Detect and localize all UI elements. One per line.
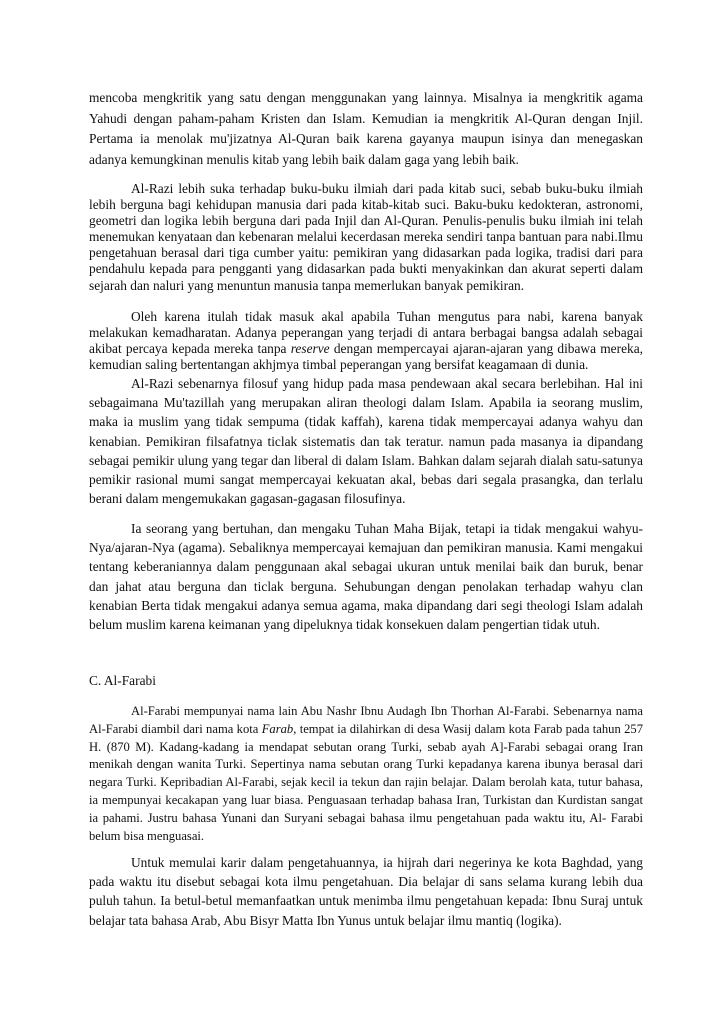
paragraph-5 xyxy=(89,519,643,634)
paragraph-5-text: Ia seorang yang bertuhan, dan mengaku Tuhan Maha Bijak, tetapi ia tidak mengakui wahyu-Nya/ajaran-Nya (agama). Sebaliknya mempercayai kemajuan dan pemikiran manusia. Kami mengakui tentang keberaniannya dalam penggunaan akal sebagai ukuran untuk menilai baik dan buruk, benar dan jahat atau berguna dan ticlak berguna. Sehubungan dengan penolakan terhadap wahyu clan kenabian Berta tidak mengakui adanya semua agama, maka dipandang dari segi theologi Islam adalah belum muslim karena keimanan yang dipeluknya tidak konsekuen dalam pengertian tidak utuh. xyxy=(89,521,643,633)
paragraph-6-text xyxy=(89,703,643,845)
paragraph-6-part-1: Al-Farabi mempunyai nama lain Abu Nashr Ibnu Audagh Ibn Thorhan Al-Farabi. Sebenarnya nama Al-Farabi diambil dari nama kota xyxy=(89,704,643,736)
paragraph-4 xyxy=(89,374,643,508)
paragraph-4-text: Al-Razi sebenarnya filosuf yang hidup pada masa pendewaan akal secara berlebihan. Hal ini sebagaimana Mu'tazillah yang merupakan aliran theologi dalam Islam. Apabila ia seorang muslim, maka ia muslim yang tidak sempuma (tidak kaffah), karena tidak mempercayai adanya wahyu dan kenabian. Pemikiran filsafatnya ticlak sistematis dan tak teratur. namun pada masanya ia dipandang sebagai pemikir ulung yang tegar dan liberal di dalam Islam. Bahkan dalam sejarah dialah satu-satunya pemikir rasional mumi sangat mempercayai kekuatan akal, bebas dari segala prasangka, dan terlalu berani dalam mengemukakan gagasan-gagasan filosufinya. xyxy=(89,376,643,507)
farab-emphasis: Farab, xyxy=(261,721,297,736)
reserve-emphasis: reserve xyxy=(290,341,330,357)
paragraph-2-text: Al-Razi lebih suka terhadap buku-buku ilmiah dari pada kitab suci, sebab buku-buku ilmiah lebih berguna bagi kehidupan manusia dari pada kitab-kitab suci. Baku-buku kedokteran, astronomi, geometri dan logika lebih berguna dari pada Injil dan Al-Quran. Penulis-penulis buku ilmiah ini telah menemukan kenyataan dan kebenaran melalui kecerdasan mereka sendiri tanpa bantuan para nabi.Ilmu pengetahuan berasal dari tiga cumber yaitu: pemikiran yang didasarkan pada logika, tradisi dari para pendahulu kepada para pengganti yang didasarkan pada bukti menyakinkan dan akurat seperti dalam sejarah dan naluri yang menuntun manusia tanpa memerlukan banyak pemikiran. xyxy=(89,181,643,293)
paragraph-3-text xyxy=(89,309,643,373)
paragraph-7-text: Untuk memulai karir dalam pengetahuannya, ia hijrah dari negerinya ke kota Baghdad, yang pada waktu itu disebut sebagai kota ilmu pengetahuan. Dia belajar di sans selama kurang lebih dua puluh tahun. Ia betul-betul memanfaatkan untuk menimba ilmu pengetahuan kepada: Ibnu Suraj untuk belajar tata bahasa Arab, Abu Bisyr Matta Ibn Yunus untuk belajar ilmu mantiq (logika). xyxy=(89,855,643,928)
paragraph-2 xyxy=(89,181,643,294)
paragraph-3-part-2: dengan mempercayai ajaran-ajaran yang dibawa mereka, kemudian saling bertentangan akhjmya timbal peperangan yang bersifat keagamaan di dunia. xyxy=(89,341,644,373)
paragraph-1 xyxy=(89,88,643,170)
paragraph-3 xyxy=(89,309,643,373)
paragraph-6 xyxy=(89,703,643,845)
paragraph-6-part-2: tempat ia dilahirkan di desa Wasij dalam kota Farab pada tahun 257 H. (870 M). Kadang-kadang ia mendapat sebutan orang Turki, sebab ayah A]-Farabi sebagai orang Iran menikah dengan wanita Turki. Sepertinya nama sebutan orang Turki kepadanya karena ibunya berasal dari negara Turki. Kepribadian Al-Farabi, sejak kecil ia tekun dan rajin belajar. Dalam berolah kata, tutur bahasa, ia mempunyai kecakapan yang luar biasa. Penguasaan terhadap bahasa Iran, Turkistan dan Kurdistan sangat ia pahami. Justru bahasa Yunani dan Suryani sebagai bahasa ilmu pengetahuan pada waktu itu, Al- Farabi belum bisa menguasai. xyxy=(89,721,643,843)
paragraph-3-part-1: Oleh karena itulah tidak masuk akal apabila Tuhan mengutus para nabi, karena banyak melakukan kemadharatan. Adanya peperangan yang terjadi di antara berbagai bangsa adalah sebagai akibat percaya kepada mereka tanpa xyxy=(89,309,643,357)
section-heading: C. Al-Farabi xyxy=(89,673,156,688)
paragraph-1-text: mencoba mengkritik yang satu dengan menggunakan yang lainnya. Misalnya ia mengkritik agama Yahudi dengan paham-paham Kristen dan Islam. Kemudian ia mengkritik Al-Quran dengan Injil. Pertama ia menolak mu'jizatnya Al-Quran baik karena gayanya maupun isinya dan menegaskan adanya kemungkinan menulis kitab yang lebih baik dalam gaga yang lebih baik. xyxy=(89,90,643,167)
paragraph-7 xyxy=(89,853,643,930)
